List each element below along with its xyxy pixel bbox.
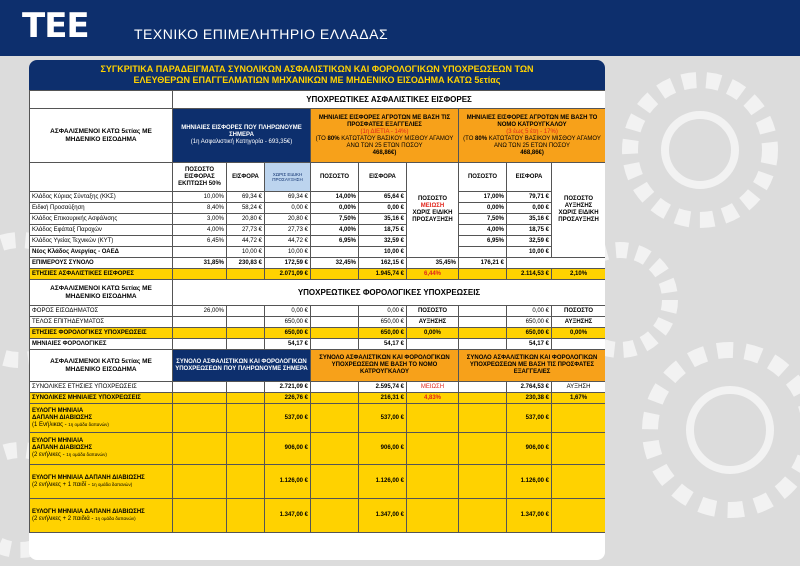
table-row: Κλάδος Επικουρικής Ασφάλισης 3,00% 20,80 € 20,80 € 7,50% 35,16 € 7,50% 35,16 € — [30, 214, 606, 225]
total-monthly-row: ΣΥΝΟΛΙΚΕΣ ΜΗΝΙΑΙΕΣ ΥΠΟΧΡΕΩΣΕΙΣ 226,76 € 216,31 € 4,83% 230,38 € 1,67% — [30, 393, 606, 404]
org-name: ΤΕΧΝΙΚΟ ΕΠΙΜΕΛΗΤΗΡΙΟ ΕΛΛΑΔΑΣ — [134, 26, 389, 42]
table-row: Κλάδος Εφάπαξ Παροχών 4,00% 27,73 € 27,73 € 4,00% 18,75 € 4,00% 18,75 € — [30, 225, 606, 236]
table-row: Ειδική Προσαύξηση 8,40% 58,24 € 0,00 € 0,00% 0,00 € 0,00% 0,00 € — [30, 203, 606, 214]
tax-section-row: ΑΣΦΑΛΙΣΜΕΝΟΙ ΚΑΤΩ 5ετίας ΜΕ ΜΗΔΕΝΙΚΟ ΕΙΣΟΔΗΜΑ ΥΠΟΧΡΕΩΤΙΚΕΣ ΦΟΡΟΛΟΓΙΚΕΣ ΥΠΟΧΡΕΩΣΕΙΣ — [30, 280, 606, 306]
insurance-row-label-header: ΑΣΦΑΛΙΣΜΕΝΟΙ ΚΑΤΩ 5ετίας ΜΕ ΜΗΔΕΝΙΚΟ ΕΙΣΟΔΗΜΑ — [30, 109, 173, 163]
table-row: Νέος Κλάδος Ανεργίας - ΟΑΕΔ 10,00 € 10,00 € 10,00 € 10,00 € — [30, 247, 606, 258]
table-row: Κλάδος Υγείας Τεχνικών (ΚΥΤ) 6,45% 44,72 € 44,72 € 6,95% 32,59 € 6,95% 32,59 € — [30, 236, 606, 247]
insurance-section-row — [30, 91, 606, 109]
subtotal-row: ΕΠΙΜΕΡΟΥΣ ΣΥΝΟΛΟ 31,85% 230,83 € 172,59 € 32,45% 162,15 € 35,45% 176,21 € — [30, 258, 606, 269]
tee-logo: ΤΕΕ — [22, 6, 89, 46]
living-cost-row: ΕΥΛΟΓΗ ΜΗΝΙΑΙΑ ΔΑΠΑΝΗ ΔΙΑΒΙΩΣΗΣ (2 ενήλικες - 1η ομάδα δαπανών) 906,00 € 906,00 € 906,00 € — [30, 433, 606, 465]
tax-section-title: ΥΠΟΧΡΕΩΤΙΚΕΣ ΦΟΡΟΛΟΓΙΚΕΣ ΥΠΟΧΡΕΩΣΕΙΣ — [173, 280, 606, 306]
insurance-column-header-row: ΠΟΣΟΣΤΟ ΕΙΣΦΟΡΑΣ ΕΚΠΤΩΣΗ 50% ΕΙΣΦΟΡΑ ΧΩΡΙΣ ΕΙΔΙΚΗ ΠΡΟΣΑΥΞΗΣΗ ΠΟΣΟΣΤΟ ΕΙΣΦΟΡΑ ΠΟΣΟΣΤΟ ΜΕΙΩΣΗ ΧΩΡΙΣ ΕΙΔΙΚΗ ΠΡΟΣΑΥΞΗΣΗ ΠΟΣΟΣΤΟ ΕΙΣΦΟΡΑ ΠΟΣΟΣΤΟ ΑΥΞΗΣΗΣ ΧΩΡΙΣ ΕΙΔΙΚΗ ΠΡΟΣΑΥΞΗΣΗ — [30, 163, 606, 192]
group-announcements-header: ΜΗΝΙΑΙΕΣ ΕΙΣΦΟΡΕΣ ΑΓΡΟΤΩΝ ΜΕ ΒΑΣΗ ΤΙΣ ΠΡΟΣΦΑΤΕΣ ΕΞΑΓΓΕΛΙΕΣ (1η ΔΙΕΤΙΑ - 14%) (ΤΟ 80% ΚΑΤΩΤΑΤΟΥ ΒΑΣΙΚΟΥ ΜΙΣΘΟΥ ΑΓΑΜΟΥ ΑΝΩ ΤΩΝ 25 ΕΤΩΝ ΠΟΣΟΥ 468,86€) — [311, 109, 459, 163]
totals-group-announcements: ΣΥΝΟΛΟ ΑΣΦΑΛΙΣΤΙΚΩΝ ΚΑΙ ΦΟΡΟΛΟΓΙΚΩΝ ΥΠΟΧΡΕΩΣΕΩΝ ΜΕ ΒΑΣΗ ΤΙΣ ΠΡΟΣΦΑΤΕΣ ΕΞΑΓΓΕΛΙΕΣ — [459, 350, 606, 382]
table-row: ΤΕΛΟΣ ΕΠΙΤΗΔΕΥΜΑΤΟΣ 650,00 € 650,00 € ΑΥΞΗΣΗΣ 650,00 € ΑΥΞΗΣΗΣ — [30, 317, 606, 328]
note-decrease: ΠΟΣΟΣΤΟ ΜΕΙΩΣΗ ΧΩΡΙΣ ΕΙΔΙΚΗ ΠΡΟΣΑΥΞΗΣΗ — [407, 163, 459, 258]
insurance-group-header-row — [30, 109, 606, 163]
monthly-tax-row: ΜΗΝΙΑΙΕΣ ΦΟΡΟΛΟΓΙΚΕΣ 54,17 € 54,17 € 54,17 € — [30, 339, 606, 350]
table-row: ΦΟΡΟΣ ΕΙΣΟΔΗΜΑΤΟΣ 26,00% 0,00 € 0,00 € ΠΟΣΟΣΤΟ 0,00 € ΠΟΣΟΣΤΟ — [30, 306, 606, 317]
annual-tax-row: ΕΤΗΣΙΕΣ ΦΟΡΟΛΟΓΙΚΕΣ ΥΠΟΧΡΕΩΣΕΙΣ 650,00 € 650,00 € 0,00% 650,00 € 0,00% — [30, 328, 606, 339]
comparison-table — [29, 90, 605, 533]
group-katrougalos-header: ΜΗΝΙΑΙΕΣ ΕΙΣΦΟΡΕΣ ΑΓΡΟΤΩΝ ΜΕ ΒΑΣΗ ΤΟ ΝΟΜΟ ΚΑΤΡΟΥΓΚΑΛΟΥ (3 έως 5 έτη - 17%) (ΤΟ 80% ΚΑΤΩΤΑΤΟΥ ΒΑΣΙΚΟΥ ΜΙΣΘΟΥ ΑΓΑΜΟΥ ΑΝΩ ΤΩΝ 25 ΕΤΩΝ ΠΟΣΟΥ 468,86€) — [459, 109, 606, 163]
living-cost-row: ΕΥΛΟΓΗ ΜΗΝΙΑΙΑ ΔΑΠΑΝΗ ΔΙΑΒΙΩΣΗΣ (2 ενήλικες + 1 παιδί - 1η ομάδα δαπανών) 1.126,00 € 1.126,00 € 1.126,00 € — [30, 465, 606, 499]
insurance-section-title: ΥΠΟΧΡΕΩΤΙΚΕΣ ΑΣΦΑΛΙΣΤΙΚΕΣ ΕΙΣΦΟΡΕΣ — [173, 91, 606, 109]
total-annual-row: ΣΥΝΟΛΙΚΕΣ ΕΤΗΣΙΕΣ ΥΠΟΧΡΕΩΣΕΙΣ 2.721,09 € 2.595,74 € ΜΕΙΩΣΗ 2.764,53 € ΑΥΞΗΣΗ — [30, 382, 606, 393]
totals-group-current: ΣΥΝΟΛΟ ΑΣΦΑΛΙΣΤΙΚΩΝ ΚΑΙ ΦΟΡΟΛΟΓΙΚΩΝ ΥΠΟΧΡΕΩΣΕΩΝ ΠΟΥ ΠΛΗΡΩΝΟΥΜΕ ΣΗΜΕΡΑ — [173, 350, 311, 382]
annual-insurance-row: ΕΤΗΣΙΕΣ ΑΣΦΑΛΙΣΤΙΚΕΣ ΕΙΣΦΟΡΕΣ 2.071,09 € 1.945,74 € 6,44% 2.114,53 € 2,10% — [30, 269, 606, 280]
panel-title: ΣΥΓΚΡΙΤΙΚΑ ΠΑΡΑΔΕΙΓΜΑΤΑ ΣΥΝΟΛΙΚΩΝ ΑΣΦΑΛΙΣΤΙΚΩΝ ΚΑΙ ΦΟΡΟΛΟΓΙΚΩΝ ΥΠΟΧΡΕΩΣΕΩΝ ΤΩΝ ΕΛΕΥΘΕΡΩΝ ΕΠΑΓΓΕΛΜΑΤΙΩΝ ΜΗΧΑΝΙΚΩΝ ΜΕ ΜΗΔΕΝΙΚΟ ΕΙΣΟΔΗΜΑ ΚΑΤΩ 5ετίας — [29, 60, 605, 90]
comparison-panel — [29, 60, 605, 560]
living-cost-row: ΕΥΛΟΓΗ ΜΗΝΙΑΙΑ ΔΑΠΑΝΗ ΔΙΑΒΙΩΣΗΣ (1 Ενήλικας - 1η ομάδα δαπανών) 537,00 € 537,00 € 537,00 € — [30, 404, 606, 433]
totals-header-row: ΑΣΦΑΛΙΣΜΕΝΟΙ ΚΑΤΩ 5ετίας ΜΕ ΜΗΔΕΝΙΚΟ ΕΙΣΟΔΗΜΑ ΣΥΝΟΛΟ ΑΣΦΑΛΙΣΤΙΚΩΝ ΚΑΙ ΦΟΡΟΛΟΓΙΚΩΝ ΥΠΟΧΡΕΩΣΕΩΝ ΠΟΥ ΠΛΗΡΩΝΟΥΜΕ ΣΗΜΕΡΑ ΣΥΝΟΛΟ ΑΣΦΑΛΙΣΤΙΚΩΝ ΚΑΙ ΦΟΡΟΛΟΓΙΚΩΝ ΥΠΟΧΡΕΩΣΕΩΝ ΜΕ ΒΑΣΗ ΤΟ ΝΟΜΟ ΚΑΤΡΟΥΓΚΑΛΟΥ ΣΥΝΟΛΟ ΑΣΦΑΛΙΣΤΙΚΩΝ ΚΑΙ ΦΟΡΟΛΟΓΙΚΩΝ ΥΠΟΧΡΕΩΣΕΩΝ ΜΕ ΒΑΣΗ ΤΙΣ ΠΡΟΣΦΑΤΕΣ ΕΞΑΓΓΕΛΙΕΣ — [30, 350, 606, 382]
living-cost-row: ΕΥΛΟΓΗ ΜΗΝΙΑΙΑ ΔΑΠΑΝΗ ΔΙΑΒΙΩΣΗΣ (2 ενήλικες + 2 παιδιά - 1η ομάδα δαπανών) 1.347,00 € 1.347,00 € 1.347,00 € — [30, 499, 606, 533]
group-current-header: ΜΗΝΙΑΙΕΣ ΕΙΣΦΟΡΕΣ ΠΟΥ ΠΛΗΡΩΝΟΥΜΕ ΣΗΜΕΡΑ (1η Ασφαλιστική Κατηγορία - 693,35€) — [173, 109, 311, 163]
header-bar — [0, 0, 800, 56]
totals-group-katrougalos: ΣΥΝΟΛΟ ΑΣΦΑΛΙΣΤΙΚΩΝ ΚΑΙ ΦΟΡΟΛΟΓΙΚΩΝ ΥΠΟΧΡΕΩΣΕΩΝ ΜΕ ΒΑΣΗ ΤΟ ΝΟΜΟ ΚΑΤΡΟΥΓΚΑΛΟΥ — [311, 350, 459, 382]
note-increase: ΠΟΣΟΣΤΟ ΑΥΞΗΣΗΣ ΧΩΡΙΣ ΕΙΔΙΚΗ ΠΡΟΣΑΥΞΗΣΗ — [552, 163, 606, 258]
table-row: Κλάδος Κύριας Σύνταξης (ΚΚΣ) 10,00% 69,34 € 69,34 € 14,00% 65,64 € 17,00% 79,71 € — [30, 192, 606, 203]
